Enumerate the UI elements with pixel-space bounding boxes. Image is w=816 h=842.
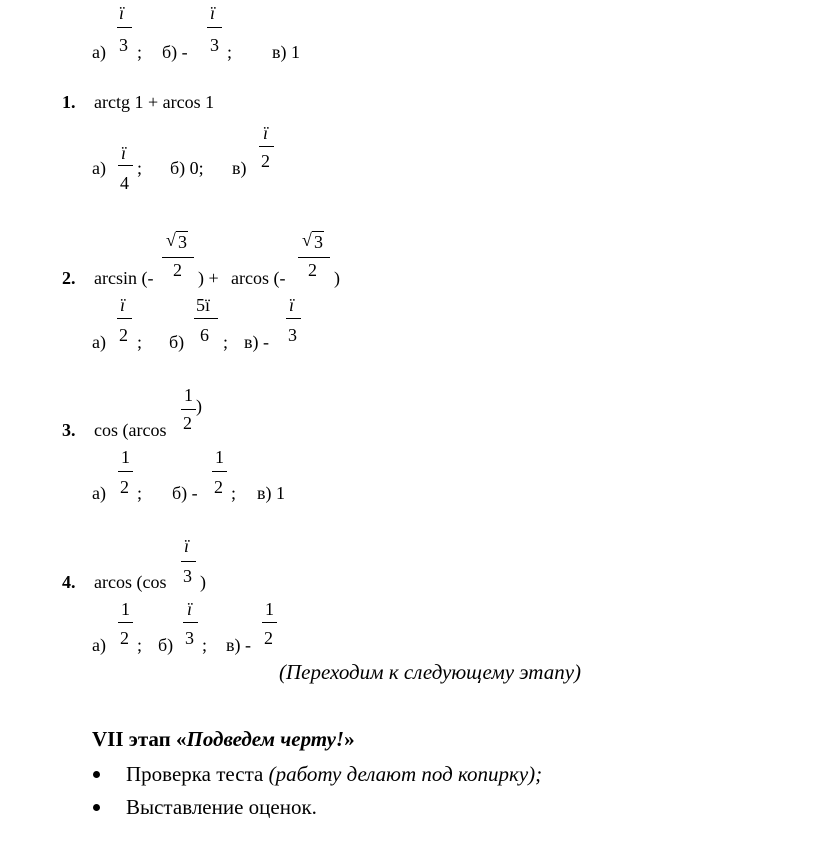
option-c-label: в) 1	[272, 42, 300, 62]
stage-heading-label: VII этап «	[92, 727, 187, 751]
square-root-sign: √	[166, 230, 176, 250]
fraction-bar	[207, 27, 222, 28]
fraction-bar	[181, 409, 196, 410]
fraction-numerator: 1	[184, 385, 193, 405]
question-number: 4.	[62, 572, 76, 592]
fraction-denominator: 2	[120, 477, 129, 497]
fraction-numerator: ї	[289, 295, 295, 315]
fraction-numerator: 1	[121, 447, 130, 467]
fraction-bar	[117, 318, 132, 319]
fraction-numerator: ї	[120, 295, 126, 315]
question-expression-mid: ) +	[198, 268, 219, 288]
bullet-icon	[93, 804, 100, 811]
option-b-label: б)	[169, 332, 185, 352]
fraction-denominator: 3	[210, 35, 219, 55]
radicand: 3	[314, 232, 323, 252]
fraction-denominator: 3	[183, 566, 192, 586]
square-root-sign: √	[302, 230, 312, 250]
fraction-denominator: 3	[119, 35, 128, 55]
question-expression-start: arcsin (-	[94, 268, 154, 288]
fraction-denominator: 2	[214, 477, 223, 497]
separator: ;	[227, 42, 233, 62]
option-c-label: в) -	[226, 635, 251, 655]
fraction-denominator: 3	[185, 628, 194, 648]
fraction-denominator: 6	[200, 325, 209, 345]
stage-heading-title: Подведем черту!	[186, 727, 345, 751]
option-b-label: б) -	[162, 42, 188, 62]
separator: ;	[231, 483, 237, 503]
option-c-label: в)	[232, 158, 247, 178]
closing-parenthesis: )	[196, 396, 202, 416]
fraction-bar	[194, 318, 218, 319]
fraction-bar	[181, 561, 196, 562]
fraction-denominator: 4	[120, 173, 129, 193]
fraction-denominator: 3	[288, 325, 297, 345]
fraction-numerator: 1	[215, 447, 224, 467]
transition-note: (Переходим к следующему этапу)	[279, 660, 582, 684]
question-expression: cos (arcos	[94, 420, 167, 440]
fraction-numerator: ї	[210, 3, 216, 23]
list-item	[126, 764, 542, 785]
separator: ;	[202, 635, 208, 655]
fraction-denominator: 2	[183, 413, 192, 433]
fraction-denominator: 2	[173, 260, 182, 280]
list-item	[126, 797, 317, 818]
fraction-denominator: 2	[119, 325, 128, 345]
fraction-bar	[117, 27, 132, 28]
separator: ;	[137, 332, 143, 352]
separator: ;	[137, 483, 143, 503]
fraction-bar	[162, 257, 194, 258]
fraction-bar	[298, 257, 330, 258]
list-item-text: Выставление оценок.	[126, 795, 317, 819]
fraction-denominator: 2	[120, 628, 129, 648]
fraction-bar	[183, 622, 198, 623]
option-c-label: в) -	[244, 332, 269, 352]
fraction-numerator: ї	[187, 599, 193, 619]
fraction-numerator: ї	[263, 123, 269, 143]
fraction-numerator: ї	[121, 143, 127, 163]
question-expression-end: )	[334, 268, 340, 288]
option-c-label: в) 1	[257, 483, 285, 503]
fraction-numerator: ї	[119, 3, 125, 23]
fraction-denominator: 2	[308, 260, 317, 280]
fraction-bar	[118, 165, 133, 166]
fraction-denominator: 2	[261, 151, 270, 171]
stage-heading	[92, 729, 355, 750]
fraction-numerator: 1	[121, 599, 130, 619]
fraction-bar	[118, 622, 133, 623]
question-expression: arctg 1 + arcos 1	[94, 92, 215, 112]
option-a-label: а)	[92, 483, 106, 503]
fraction-bar	[259, 146, 274, 147]
separator: ;	[137, 635, 143, 655]
bullet-icon	[93, 771, 100, 778]
fraction-bar	[262, 622, 277, 623]
option-b-label: б)	[158, 635, 174, 655]
radicand: 3	[178, 232, 187, 252]
list-item-note: (работу делают под копирку);	[268, 762, 543, 786]
fraction-numerator: 1	[265, 599, 274, 619]
question-expression: arcos (cos	[94, 572, 167, 592]
fraction-denominator: 2	[264, 628, 273, 648]
fraction-bar	[286, 318, 301, 319]
fraction-numerator: ї	[184, 536, 190, 556]
question-expression-mid2: arcos (-	[231, 268, 286, 288]
closing-parenthesis: )	[200, 572, 206, 592]
option-a-label: а)	[92, 42, 106, 62]
option-b-label: б) 0;	[170, 158, 204, 178]
fraction-bar	[212, 471, 227, 472]
separator: ;	[137, 42, 143, 62]
option-a-label: а)	[92, 332, 106, 352]
separator: ;	[137, 158, 143, 178]
option-a-label: а)	[92, 158, 106, 178]
option-b-label: б) -	[172, 483, 198, 503]
list-item-text: Проверка теста	[126, 762, 269, 786]
fraction-numerator: 5ї	[196, 295, 211, 315]
question-number: 2.	[62, 268, 76, 288]
option-a-label: а)	[92, 635, 106, 655]
question-number: 3.	[62, 420, 76, 440]
stage-heading-close: »	[344, 727, 355, 751]
separator: ;	[223, 332, 229, 352]
question-number: 1.	[62, 92, 76, 112]
fraction-bar	[118, 471, 133, 472]
